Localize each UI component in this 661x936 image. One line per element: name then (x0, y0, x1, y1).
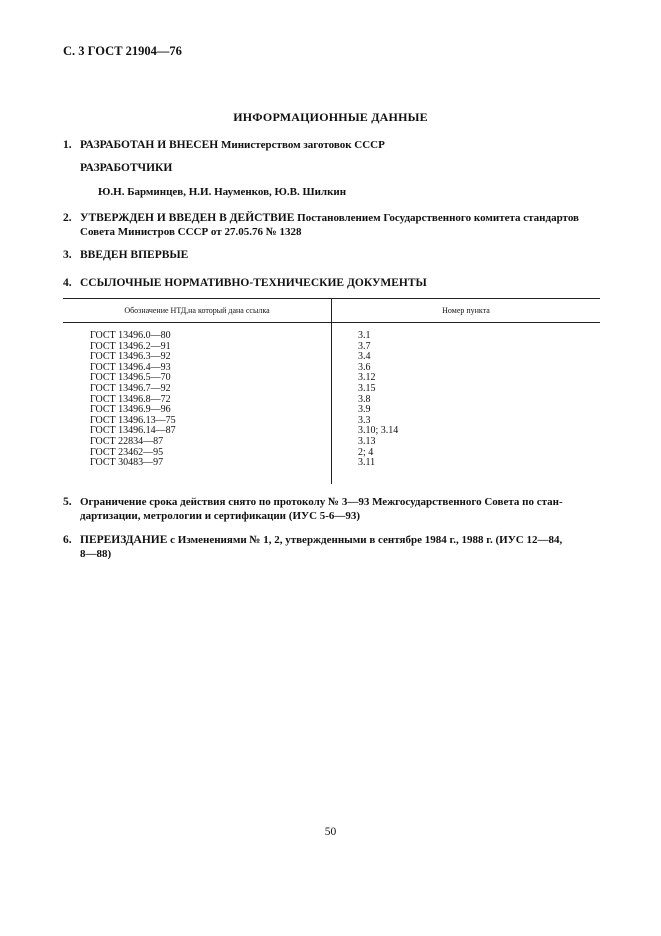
table-cell-document: ГОСТ 23462—95 (90, 446, 164, 458)
table-cell-document: ГОСТ 13496.2—91 (90, 340, 171, 352)
table-cell-clause: 3.13 (358, 435, 376, 447)
item-number: 3. (63, 249, 72, 261)
page-number: 50 (324, 826, 337, 838)
page-header: С. 3 ГОСТ 21904—76 (63, 44, 182, 58)
table-cell-document: ГОСТ 13496.4—93 (90, 361, 171, 373)
table-row (90, 426, 590, 437)
table-row (90, 458, 590, 469)
item-text-continuation: 8—88) (80, 548, 112, 560)
item-3 (63, 248, 188, 262)
developers-heading: РАЗРАБОТЧИКИ (80, 162, 173, 174)
table-cell-clause: 3.11 (358, 457, 376, 469)
item-number: 1. (63, 139, 72, 151)
table-cell-clause: 3.6 (358, 361, 371, 373)
table-row (90, 384, 590, 395)
table-cell-document: ГОСТ 13496.8—72 (90, 393, 171, 405)
item-label: РАЗРАБОТАН И ВНЕСЕН (80, 139, 219, 151)
item-text: Ограничение срока действия снято по протоколу № 3—93 Межгосударственного Совета по стан- (80, 496, 563, 508)
table-cell-clause: 3.1 (358, 330, 371, 341)
item-1 (63, 138, 623, 152)
item-5 (63, 495, 603, 523)
item-label: ССЫЛОЧНЫЕ НОРМАТИВНО-ТЕХНИЧЕСКИЕ ДОКУМЕНТЫ (80, 277, 427, 289)
table-row (90, 448, 590, 459)
reference-table (63, 298, 600, 484)
table-cell-clause: 3.7 (358, 340, 371, 352)
table-cell-document: ГОСТ 13496.3—92 (90, 351, 171, 363)
item-2 (63, 211, 623, 239)
table-body (90, 331, 590, 469)
table-row (90, 331, 590, 342)
table-cell-document: ГОСТ 13496.14—87 (90, 425, 176, 437)
table-cell-clause: 3.10; 3.14 (358, 425, 399, 437)
item-number: 4. (63, 277, 72, 289)
table-header-clause: Номер пункта (442, 306, 490, 315)
item-text: с Изменениями № 1, 2, утвержденными в сентябре 1984 г., 1988 г. (ИУС 12—84, (167, 534, 563, 546)
table-cell-clause: 3.15 (358, 382, 376, 394)
table-cell-document: ГОСТ 13496.7—92 (90, 382, 171, 394)
item-number: 5. (63, 496, 72, 508)
table-cell-clause: 3.12 (358, 372, 376, 384)
table-cell-document: ГОСТ 13496.0—80 (90, 330, 171, 341)
item-label: ПЕРЕИЗДАНИЕ (80, 534, 168, 546)
item-4 (63, 276, 427, 290)
item-number: 6. (63, 534, 72, 546)
developers-names: Ю.Н. Барминцев, Н.И. Науменков, Ю.В. Шилкин (98, 186, 347, 198)
table-cell-clause: 3.9 (358, 404, 371, 416)
table-cell-clause: 3.8 (358, 393, 371, 405)
table-cell-document: ГОСТ 13496.9—96 (90, 404, 171, 416)
item-label: УТВЕРЖДЕН И ВВЕДЕН В ДЕЙСТВИЕ (80, 212, 295, 224)
item-text: Постановлением Государственного комитета стандартов (294, 212, 579, 224)
table-header-document: Обозначение НТД,на который дана ссылка (124, 306, 270, 315)
table-cell-clause: 3.4 (358, 351, 371, 363)
table-cell-clause: 2; 4 (358, 446, 374, 458)
table-cell-document: ГОСТ 22834—87 (90, 435, 164, 447)
item-label: ВВЕДЕН ВПЕРВЫЕ (80, 249, 189, 261)
table-cell-clause: 3.3 (358, 414, 371, 426)
table-cell-document: ГОСТ 30483—97 (90, 457, 164, 469)
section-title: ИНФОРМАЦИОННЫЕ ДАННЫЕ (233, 110, 428, 124)
item-number: 2. (63, 212, 72, 224)
item-6 (63, 533, 603, 561)
item-text-continuation: дартизации, метрологии и сертификации (ИУС 5-6—93) (80, 510, 361, 522)
item-text: Министерством заготовок СССР (218, 139, 385, 151)
table-cell-document: ГОСТ 13496.5—70 (90, 372, 171, 384)
table-row (90, 437, 590, 448)
table-cell-document: ГОСТ 13496.13—75 (90, 414, 176, 426)
item-text-continuation: Совета Министров СССР от 27.05.76 № 1328 (80, 226, 302, 238)
